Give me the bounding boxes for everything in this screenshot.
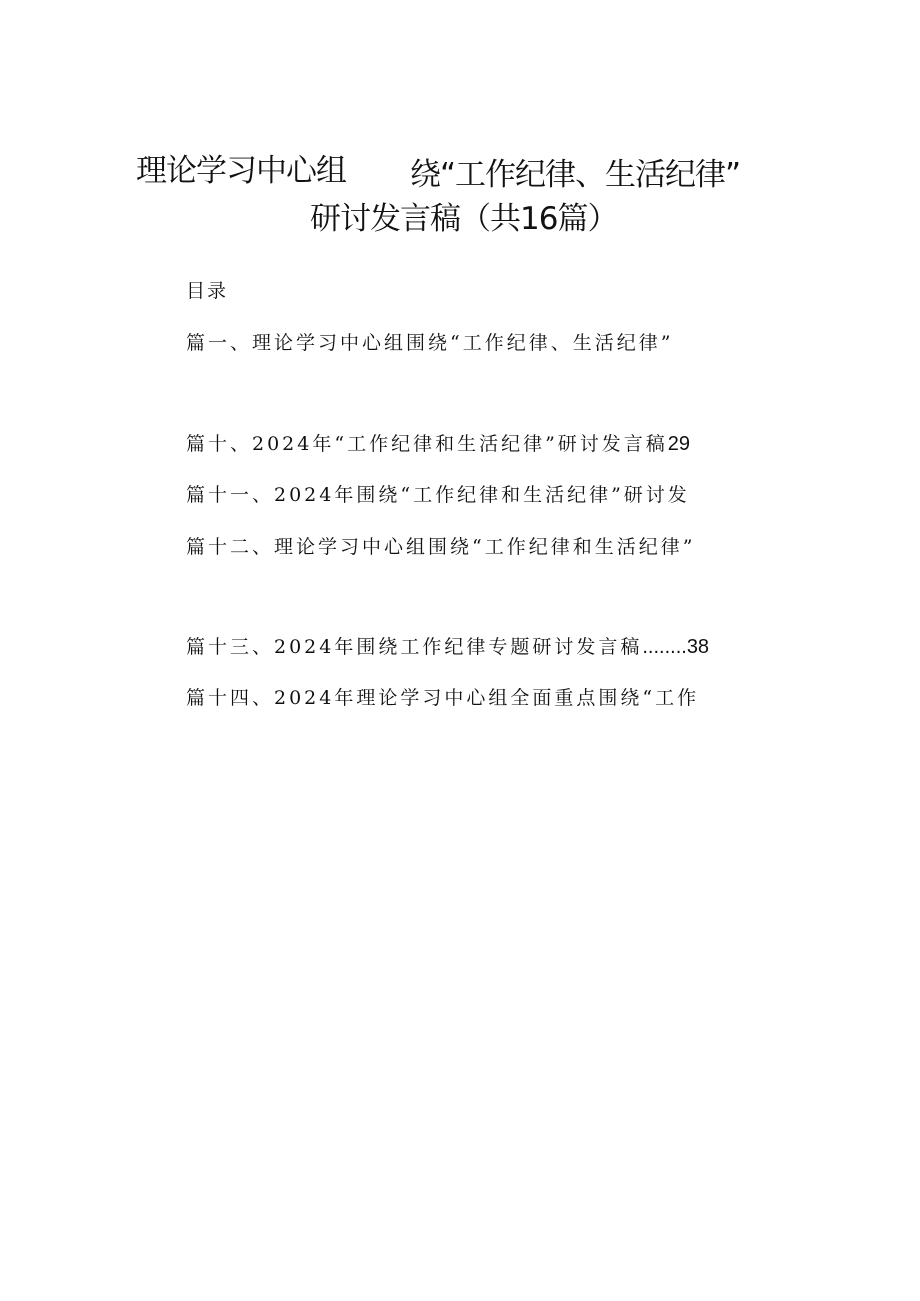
toc-item[interactable] xyxy=(186,328,673,355)
toc-item-leader: ........ xyxy=(642,636,687,658)
toc-item[interactable] xyxy=(186,480,690,507)
toc-item-label: 篇十、2024年“工作纪律和生活纪律”研讨发言稿 xyxy=(186,433,668,455)
toc-item-page: 38 xyxy=(686,636,710,658)
toc-item[interactable] xyxy=(186,632,709,659)
toc-item-label: 篇十四、2024年理论学习中心组全面重点围绕“工作 xyxy=(186,687,700,709)
toc-heading: 目录 xyxy=(186,280,229,302)
toc-item[interactable] xyxy=(186,429,690,456)
document-title-part1: 理论学习中心组 xyxy=(136,153,346,189)
toc-item[interactable] xyxy=(186,532,695,559)
toc-item-label: 篇十二、理论学习中心组围绕“工作纪律和生活纪律” xyxy=(186,536,696,558)
toc-item-page: 29 xyxy=(667,433,691,455)
toc-item-label: 篇十三、2024年围绕工作纪律专题研讨发言稿 xyxy=(186,636,643,658)
document-title-part2: 绕“工作纪律、生活纪律” xyxy=(410,157,741,193)
toc-item-label: 篇一、理论学习中心组围绕“工作纪律、生活纪律” xyxy=(186,332,674,354)
toc-item-label: 篇十一、2024年围绕“工作纪律和生活纪律”研讨发 xyxy=(186,484,690,506)
toc-item[interactable] xyxy=(186,683,699,710)
document-title-line2: 研讨发言稿（共16篇） xyxy=(310,201,618,237)
